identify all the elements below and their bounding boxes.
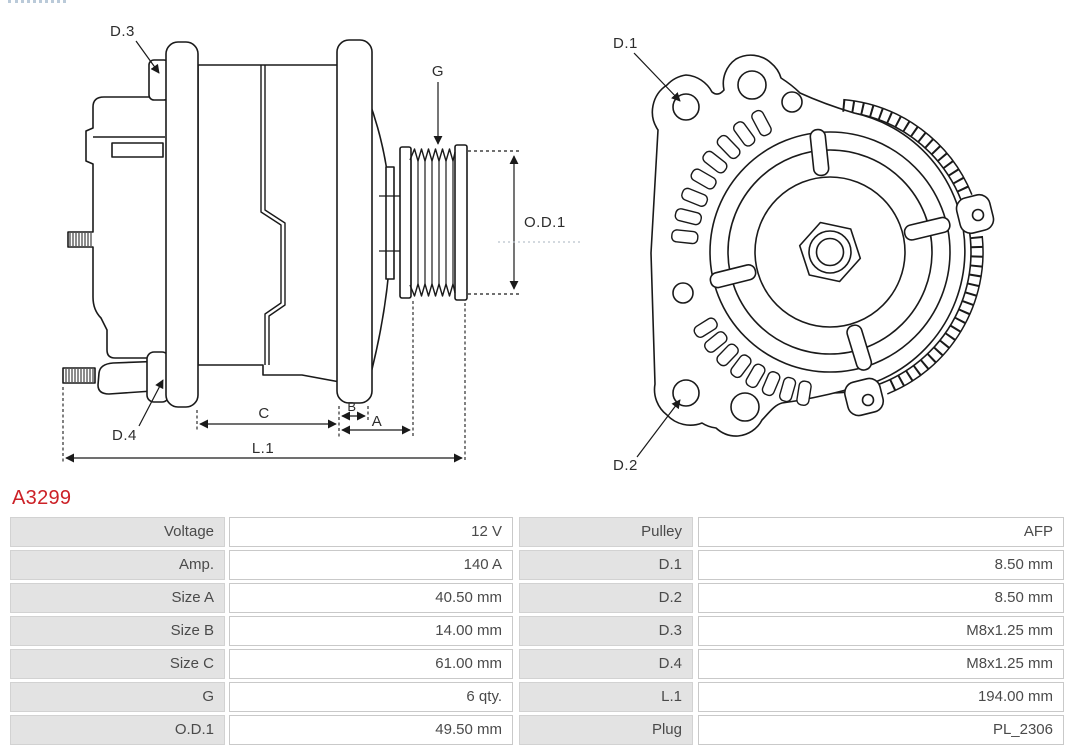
od1-extension-lines — [468, 151, 520, 294]
spec-label-cell: D.3 — [519, 616, 693, 646]
alternator-side-view — [63, 40, 467, 407]
spec-label-cell: Amp. — [10, 550, 225, 580]
spec-label-cell: Size B — [10, 616, 225, 646]
spec-label-cell: Plug — [519, 715, 693, 745]
spec-row-sizea-d2 — [10, 583, 1064, 613]
leader-d2 — [637, 400, 680, 457]
spec-row-sizeb-d3 — [10, 616, 1064, 646]
pulley-groove-bg — [410, 148, 456, 297]
spec-value-cell: PL_2306 — [698, 715, 1064, 745]
label-od1: O.D.1 — [524, 214, 566, 231]
label-c: C — [258, 405, 270, 422]
spec-row-voltage-pulley — [10, 517, 1064, 547]
label-d2: D.2 — [613, 457, 638, 474]
spec-row-od1-plug — [10, 715, 1064, 745]
spec-row-sizec-d4 — [10, 649, 1064, 679]
spec-value-cell: 8.50 mm — [698, 583, 1064, 613]
spec-label-cell: D.2 — [519, 583, 693, 613]
small-hole-top — [782, 92, 802, 112]
spec-value-cell: 61.00 mm — [229, 649, 513, 679]
spec-value-cell: 12 V — [229, 517, 513, 547]
shaft-center-hole — [817, 239, 844, 266]
spec-value-cell: 49.50 mm — [229, 715, 513, 745]
drive-bracket-flange — [337, 40, 372, 403]
shaft-spacer — [386, 167, 394, 279]
spec-label-cell: Size C — [10, 649, 225, 679]
spec-label-cell: G — [10, 682, 225, 712]
spec-label-cell: D.4 — [519, 649, 693, 679]
label-d4: D.4 — [112, 427, 137, 444]
pulley-flange-right — [455, 145, 467, 300]
spec-value-cell: 140 A — [229, 550, 513, 580]
mount-hole-d2 — [673, 380, 699, 406]
small-hole-left — [673, 283, 693, 303]
mount-hole-top — [738, 71, 766, 99]
spec-value-cell: 40.50 mm — [229, 583, 513, 613]
mount-hole-bottom — [731, 393, 759, 421]
alternator-rear-view — [651, 55, 996, 436]
spec-label-cell: Voltage — [10, 517, 225, 547]
spec-value-cell: 8.50 mm — [698, 550, 1064, 580]
spec-label-cell: Size A — [10, 583, 225, 613]
front-bracket-flange — [166, 42, 198, 407]
spec-value-cell: 6 qty. — [229, 682, 513, 712]
spec-label-cell: L.1 — [519, 682, 693, 712]
spec-label-cell: D.1 — [519, 550, 693, 580]
spec-label-cell: O.D.1 — [10, 715, 225, 745]
tab-hole-bottom — [863, 395, 874, 406]
spec-label-cell: Pulley — [519, 517, 693, 547]
spec-row-amp-d1 — [10, 550, 1064, 580]
spec-value-cell: AFP — [698, 517, 1064, 547]
spec-value-cell: M8x1.25 mm — [698, 616, 1064, 646]
label-l1: L.1 — [251, 440, 275, 457]
label-g: G — [431, 63, 445, 80]
spec-table — [10, 517, 1064, 748]
leader-d3 — [136, 41, 159, 73]
spec-value-cell: M8x1.25 mm — [698, 649, 1064, 679]
label-d1: D.1 — [613, 35, 638, 52]
label-d3: D.3 — [110, 23, 135, 40]
label-a: A — [371, 413, 383, 430]
label-b: B — [347, 399, 357, 414]
rear-housing-outline — [68, 97, 167, 358]
spec-value-cell: 14.00 mm — [229, 616, 513, 646]
pulley-flange-left — [400, 147, 411, 298]
spec-row-g-l1 — [10, 682, 1064, 712]
spec-value-cell: 194.00 mm — [698, 682, 1064, 712]
tab-hole-right — [973, 210, 984, 221]
rear-housing-slot — [112, 143, 163, 157]
part-number: A3299 — [12, 487, 72, 509]
